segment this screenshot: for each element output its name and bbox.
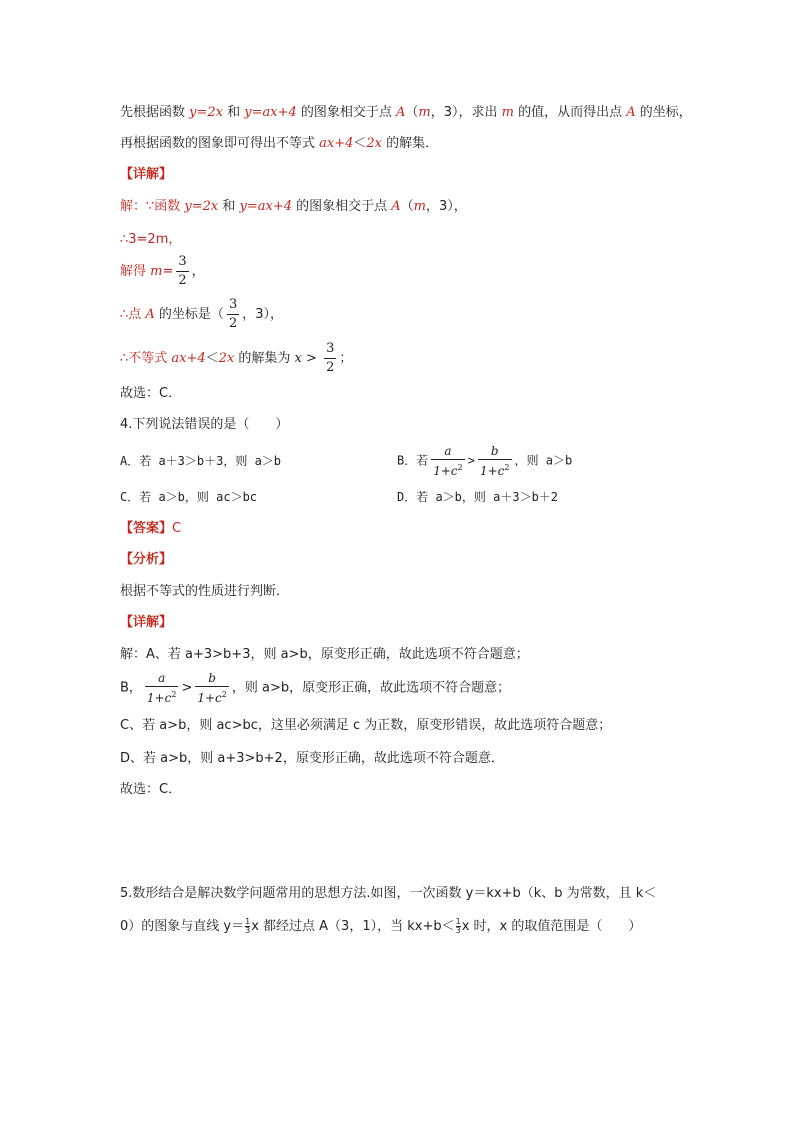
option-c: C．若 a＞b，则 ac＞bc (120, 490, 258, 504)
question-4-stem: 4.下列说法错误的是（ ） (120, 417, 289, 432)
analysis-line-1: 先根据函数 y=2x 和 y=ax+4 的图象相交于点 A（m，3），求出 m 的值，从而得出点 A 的坐标， (120, 105, 692, 120)
option-b: B．若 $\frac{a}{1+c^2}$ > $\frac{b}{1+c^2}$ ，则 a＞b (397, 444, 573, 478)
fraction: $\frac{3}{2}$ (178, 254, 187, 288)
detail-label: 【详解】 (120, 615, 173, 630)
answer-line: 【答案】C (120, 521, 182, 536)
choose-line: 故选：C． (120, 782, 182, 797)
detail3-line-5: ∴不等式 ax+4＜2x 的解集为 x > $\frac{3}{2}$ ； (120, 341, 353, 375)
detail4-line-1: 解：A、若 a+3>b+3，则 a>b，原变形正确，故此选项不符合题意； (120, 647, 529, 662)
analysis-label: 【分析】 (120, 552, 173, 567)
question-5-line-2: 0）的图象与直线 y＝ $\frac{1}{3}$ x 都经过点 A（3，1），当 kx+b＜ $\frac{1}{3}$ x 时，x 的取值范围是（ ） (120, 917, 642, 935)
detail3-line-2: ∴3=2m， (120, 232, 182, 247)
fraction: $\frac{3}{2}$ (228, 297, 238, 331)
fraction: $\frac{1}{3}$ (245, 917, 251, 935)
option-a: A．若 a＋3＞b＋3，则 a＞b (120, 454, 282, 468)
detail3-line-4: ∴点 A 的坐标是（ $\frac{3}{2}$ ，3）， (120, 297, 283, 331)
detail3-line-3: 解得 m= $\frac{3}{2}$ ， (120, 254, 205, 288)
fraction: $\frac{a}{1+c^2}$ (146, 671, 177, 705)
choose-line: 故选：C． (120, 386, 182, 401)
detail4-line-2: B， $\frac{a}{1+c^2}$ > $\frac{b}{1+c^2}$ ，则 a>b，原变形正确，故此选项不符合题意； (120, 671, 511, 705)
option-d: D．若 a＞b，则 a＋3＞b＋2 (397, 490, 559, 504)
fraction: $\frac{1}{3}$ (455, 917, 461, 935)
detail4-line-4: D、若 a>b，则 a+3>b+2，原变形正确，故此选项不符合题意． (120, 751, 504, 766)
fraction: $\frac{a}{1+c^2}$ (433, 444, 463, 478)
detail4-line-3: C、若 a>b，则 ac>bc，这里必须满足 c 为正数，原变形错误，故此选项符合题意； (120, 718, 612, 733)
analysis-line-2: 再根据函数的图象即可得出不等式 ax+4＜2x 的解集． (120, 136, 439, 151)
analysis-text: 根据不等式的性质进行判断． (120, 584, 290, 599)
fraction: $\frac{b}{1+c^2}$ (479, 444, 510, 478)
question-5-line-1: 5.数形结合是解决数学问题常用的思想方法.如图，一次函数 y＝kx+b（k、b 为常数，且 k＜ (120, 886, 657, 901)
detail-label: 【详解】 (120, 167, 173, 182)
fraction: $\frac{3}{2}$ (326, 341, 335, 375)
fraction: $\frac{b}{1+c^2}$ (197, 671, 227, 705)
detail3-line-1: 解：∵函数 y=2x 和 y=ax+4 的图象相交于点 A（m，3）， (120, 199, 467, 214)
